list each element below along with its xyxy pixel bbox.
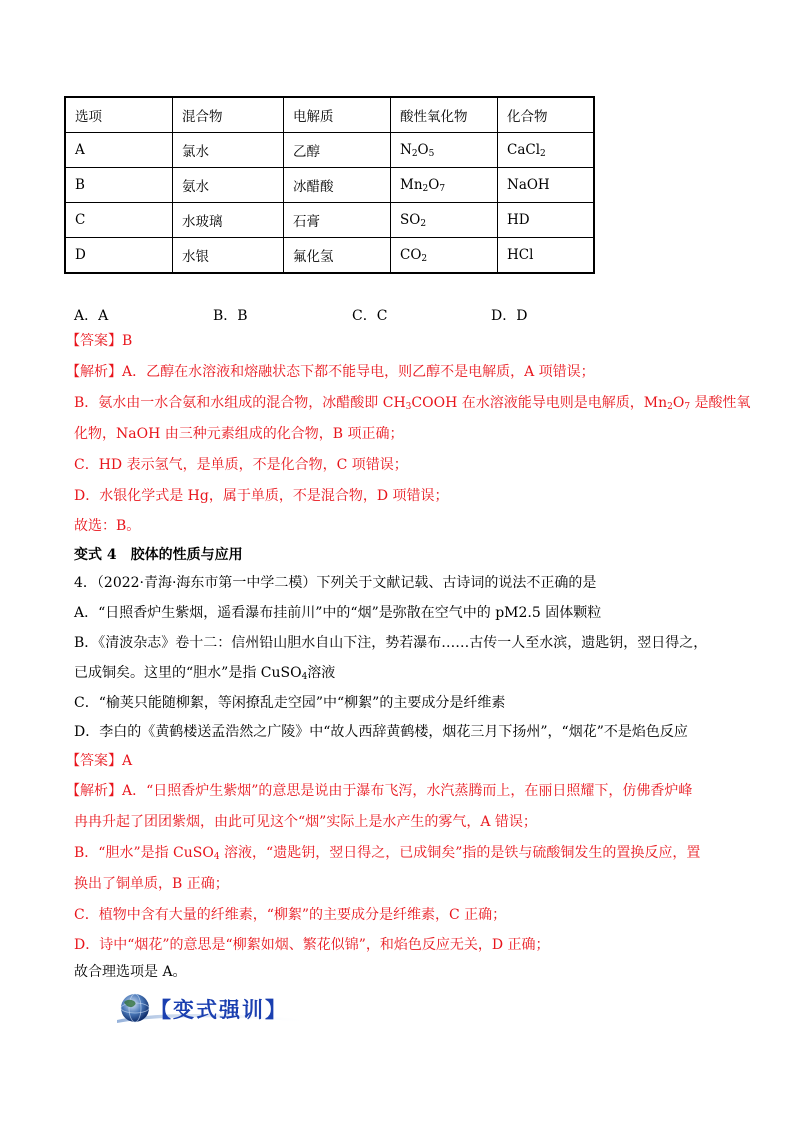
q4-option-b: B．《清波杂志》卷十二：信州铅山胆水自山下注，势若瀑布……古传一人至水滨，遗匙钥，翌日得之， <box>74 635 708 651</box>
formula-subscript: 5 <box>428 149 435 159</box>
q4-option-c: C．“榆荚只能随柳絮，等闲撩乱走空园”中“柳絮”的主要成分是纤维素 <box>74 695 506 711</box>
choice-b: B．B <box>213 308 248 324</box>
formula-part: CaCl <box>507 142 541 158</box>
text-part: 已成铜矣。这里的“胆水”是指 CuSO <box>74 665 302 681</box>
formula-subscript: 2 <box>540 149 546 159</box>
table-cell <box>391 203 498 238</box>
text-part: 溶液，“遗匙钥，翌日得之，已成铜矣”指的是铁与硫酸铜发生的置换反应，置 <box>219 845 701 861</box>
formula-subscript: 2 <box>421 254 428 264</box>
q4-option-d: D．李白的《黄鹤楼送孟浩然之广陵》中“故人西辞黄鹤楼，烟花三月下扬州”，“烟花”不是焰色反应 <box>74 724 688 740</box>
choice-d: D．D <box>491 308 528 324</box>
formula-subscript: 7 <box>684 402 691 412</box>
q3-analysis-line: 故选：B。 <box>74 518 141 534</box>
formula-part: NaOH <box>507 177 550 193</box>
table-cell: 氟化氢 <box>284 238 391 274</box>
q3-answer: 【答案】B <box>66 333 133 349</box>
formula-part: HD <box>507 212 530 228</box>
q4-analysis-line: 换出了铜单质，B 正确； <box>74 876 229 892</box>
q4-option-a: A．“日照香炉生紫烟，遥看瀑布挂前川”中的“烟”是弥散在空气中的 pM2.5 固体颗粒 <box>74 605 602 621</box>
text-part: COOH 在水溶液能导电则是电解质，Mn <box>411 395 668 411</box>
banner-title: 【变式强训】 <box>150 998 288 1022</box>
q4-analysis-line: 【解析】A．“日照香炉生紫烟”的意思是说由于瀑布飞泻，水汽蒸腾而上，在丽日照耀下，仿佛香炉峰 <box>66 783 693 799</box>
table-cell: 冰醋酸 <box>284 168 391 203</box>
table-cell: A <box>65 133 173 168</box>
formula-part: O <box>428 177 440 193</box>
table-cell <box>391 238 498 274</box>
table-cell <box>498 203 595 238</box>
formula-subscript: 4 <box>301 672 308 682</box>
formula-subscript: 4 <box>213 852 220 862</box>
formula-part: O <box>417 142 429 158</box>
formula-subscript: 2 <box>411 149 418 159</box>
formula-part: HCl <box>507 247 534 263</box>
choice-a: A．A <box>74 308 109 324</box>
table-cell <box>498 168 595 203</box>
table-cell <box>498 133 595 168</box>
formula-subscript: 7 <box>439 184 446 194</box>
table-header-cell: 混合物 <box>173 97 284 133</box>
table-row <box>65 168 594 203</box>
table-cell: 石膏 <box>284 203 391 238</box>
text-part: O <box>672 395 685 411</box>
q3-analysis-line: C．HD 表示氢气，是单质，不是化合物，C 项错误； <box>74 457 408 473</box>
table-cell: 水银 <box>173 238 284 274</box>
q3-analysis-line: D．水银化学式是 Hg，属于单质，不是混合物，D 项错误； <box>74 488 449 504</box>
q4-analysis-line: 冉冉升起了团团紫烟，由此可见这个“烟”实际上是水产生的雾气，A 错误； <box>74 814 537 830</box>
q3-analysis-line: 【解析】A．乙醇在水溶液和熔融状态下都不能导电，则乙醇不是电解质，A 项错误； <box>66 364 595 380</box>
formula-part: Mn <box>400 177 423 193</box>
table-cell <box>498 238 595 274</box>
formula-part: N <box>400 142 412 158</box>
table-header-cell: 酸性氧化物 <box>391 97 498 133</box>
text-part: 溶液 <box>307 665 336 681</box>
q4-stem: 4．（2022·青海·海东市第一中学二模）下列关于文献记载、古诗词的说法不正确的是 <box>74 575 597 591</box>
q4-conclusion: 故合理选项是 A。 <box>74 964 187 980</box>
text-part: 是酸性氧 <box>690 395 751 411</box>
choice-c: C．C <box>352 308 388 324</box>
formula-subscript: 2 <box>667 402 673 412</box>
table-cell: D <box>65 238 173 274</box>
section-title: 变式 4 胶体的性质与应用 <box>74 547 243 563</box>
formula-subscript: 2 <box>420 219 427 229</box>
table-cell: 氯水 <box>173 133 284 168</box>
globe-icon <box>121 994 149 1022</box>
table-row <box>65 133 594 168</box>
table-cell <box>391 168 498 203</box>
formula-subscript: 2 <box>422 184 429 194</box>
table-cell: 水玻璃 <box>173 203 284 238</box>
q4-analysis-line: D．诗中“烟花”的意思是“柳絮如烟、繁花似锦”，和焰色反应无关，D 正确； <box>74 937 550 953</box>
table-row <box>65 238 594 274</box>
table-header-cell: 化合物 <box>498 97 595 133</box>
q3-analysis-line <box>74 393 751 413</box>
formula-subscript: 3 <box>405 402 412 412</box>
q4-answer: 【答案】A <box>66 753 133 769</box>
table-cell: 氨水 <box>173 168 284 203</box>
q4-analysis-line: C．植物中含有大量的纤维素，“柳絮”的主要成分是纤维素，C 正确； <box>74 907 507 923</box>
table-cell: C <box>65 203 173 238</box>
table-header-cell: 电解质 <box>284 97 391 133</box>
table-cell: 乙醇 <box>284 133 391 168</box>
q3-analysis-line: 化物，NaOH 由三种元素组成的化合物，B 项正确； <box>74 426 404 442</box>
formula-part: CO <box>400 247 422 263</box>
table-row <box>65 203 594 238</box>
formula-part: SO <box>400 212 421 228</box>
table-cell <box>391 133 498 168</box>
text-part: B．氨水由一水合氨和水组成的混合物，冰醋酸即 CH <box>74 395 406 411</box>
table-header-cell: 选项 <box>65 97 173 133</box>
q4-option-b-cont <box>74 663 335 683</box>
table-header-row <box>65 97 594 133</box>
text-part: B．“胆水”是指 CuSO <box>74 845 214 861</box>
table-cell: B <box>65 168 173 203</box>
q4-analysis-line <box>74 843 700 863</box>
options-table <box>64 96 595 274</box>
